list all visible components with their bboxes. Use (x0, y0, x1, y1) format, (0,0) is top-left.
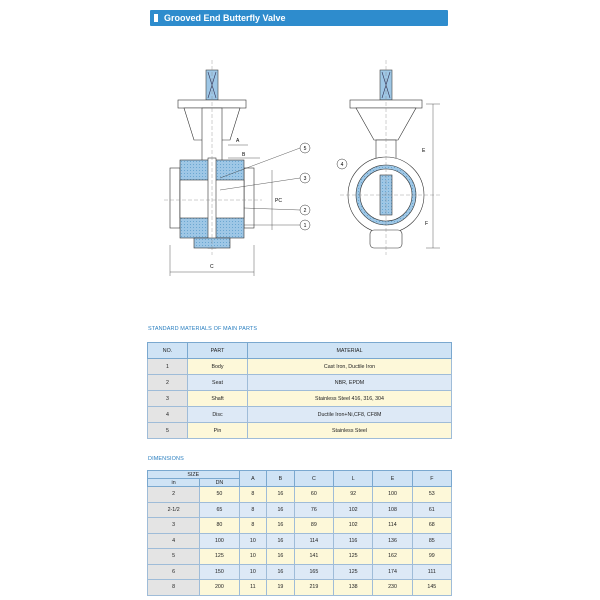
table-cell: 116 (334, 533, 373, 549)
table-cell: 100 (200, 533, 239, 549)
table-cell: 16 (267, 564, 295, 580)
table-cell: 10 (239, 549, 267, 565)
table-cell: 2 (148, 487, 200, 503)
cell-part: Body (188, 359, 248, 375)
col-c: C (294, 471, 333, 487)
svg-text:2: 2 (303, 208, 307, 214)
cell-no: 2 (148, 375, 188, 391)
cell-part: Pin (188, 423, 248, 439)
table-cell: 8 (148, 580, 200, 596)
table-cell: 80 (200, 518, 239, 534)
table-cell: 230 (373, 580, 412, 596)
table-cell: 85 (412, 533, 451, 549)
table-cell: 65 (200, 502, 239, 518)
table-row (148, 580, 452, 596)
callout-2 (300, 205, 310, 215)
table-cell: 125 (334, 564, 373, 580)
col-dn: DN (200, 479, 239, 487)
table-cell: 16 (267, 487, 295, 503)
table-cell: 16 (267, 518, 295, 534)
cell-material: NBR, EPDM (248, 375, 452, 391)
svg-text:3: 3 (303, 176, 307, 182)
table-cell: 108 (373, 502, 412, 518)
table-cell: 99 (412, 549, 451, 565)
table-cell: 150 (200, 564, 239, 580)
table-cell: 8 (239, 487, 267, 503)
svg-text:1: 1 (303, 223, 307, 229)
table-cell: 89 (294, 518, 333, 534)
table-cell: 136 (373, 533, 412, 549)
table-cell: 92 (334, 487, 373, 503)
table-cell: 8 (239, 502, 267, 518)
cell-part: Seat (188, 375, 248, 391)
table-cell: 141 (294, 549, 333, 565)
table-cell: 174 (373, 564, 412, 580)
cell-material: Stainless Steel (248, 423, 452, 439)
table-cell: 68 (412, 518, 451, 534)
cell-material: Stainless Steel 416, 316, 304 (248, 391, 452, 407)
table-row (148, 518, 452, 534)
table-cell: 162 (373, 549, 412, 565)
table-cell: 50 (200, 487, 239, 503)
table-cell: 16 (267, 533, 295, 549)
cell-material: Cast Iron, Ductile Iron (248, 359, 452, 375)
dim-label-b: B (242, 152, 246, 158)
table-cell: 102 (334, 502, 373, 518)
table-row (148, 502, 452, 518)
table-cell: 8 (239, 518, 267, 534)
callout-1 (300, 220, 310, 230)
table-cell: 102 (334, 518, 373, 534)
table-cell: 114 (373, 518, 412, 534)
col-e: E (373, 471, 412, 487)
col-l: L (334, 471, 373, 487)
col-no: NO. (148, 343, 188, 359)
cell-part: Disc (188, 407, 248, 423)
callout-3 (300, 173, 310, 183)
table-row (148, 375, 452, 391)
table-row (148, 549, 452, 565)
table-cell: 6 (148, 564, 200, 580)
col-part: PART (188, 343, 248, 359)
table-cell: 16 (267, 502, 295, 518)
cell-part: Shaft (188, 391, 248, 407)
callout-4 (337, 159, 347, 169)
col-size: SIZE (148, 471, 240, 479)
col-f: F (412, 471, 451, 487)
col-a: A (239, 471, 267, 487)
front-section-view (164, 60, 300, 276)
dim-label-c: C (210, 264, 214, 270)
cell-no: 3 (148, 391, 188, 407)
dim-label-pc: PC (275, 198, 282, 204)
table-row (148, 391, 452, 407)
table-row (148, 487, 452, 503)
cell-no: 5 (148, 423, 188, 439)
page-title: Grooved End Butterfly Valve (164, 13, 286, 23)
dimensions-heading: DIMENSIONS (148, 456, 184, 462)
table-cell: 4 (148, 533, 200, 549)
table-row (148, 359, 452, 375)
valve-drawing (150, 40, 450, 280)
table-row (148, 423, 452, 439)
table-cell: 114 (294, 533, 333, 549)
title-marker (154, 14, 158, 22)
table-cell: 125 (200, 549, 239, 565)
table-cell: 125 (334, 549, 373, 565)
materials-table (147, 342, 452, 439)
table-cell: 200 (200, 580, 239, 596)
table-cell: 19 (267, 580, 295, 596)
table-row (148, 407, 452, 423)
svg-text:4: 4 (340, 162, 344, 168)
table-row (148, 533, 452, 549)
dim-label-a: A (236, 138, 240, 144)
table-cell: 61 (412, 502, 451, 518)
table-cell: 111 (412, 564, 451, 580)
table-cell: 2-1/2 (148, 502, 200, 518)
table-cell: 219 (294, 580, 333, 596)
col-b: B (267, 471, 295, 487)
table-cell: 10 (239, 533, 267, 549)
col-material: MATERIAL (248, 343, 452, 359)
table-cell: 138 (334, 580, 373, 596)
table-cell: 16 (267, 549, 295, 565)
table-cell: 10 (239, 564, 267, 580)
table-cell: 3 (148, 518, 200, 534)
dimensions-table (147, 470, 452, 596)
cell-no: 4 (148, 407, 188, 423)
dim-label-f: F (425, 221, 429, 227)
table-cell: 11 (239, 580, 267, 596)
callout-5 (300, 143, 310, 153)
table-cell: 100 (373, 487, 412, 503)
materials-heading: STANDARD MATERIALS OF MAIN PARTS (148, 326, 258, 332)
col-in: in (148, 479, 200, 487)
cell-material: Ductile Iron+Ni,CF8, CF8M (248, 407, 452, 423)
table-cell: 76 (294, 502, 333, 518)
dim-label-e: E (422, 148, 426, 154)
table-cell: 60 (294, 487, 333, 503)
table-cell: 145 (412, 580, 451, 596)
table-cell: 53 (412, 487, 451, 503)
table-cell: 5 (148, 549, 200, 565)
svg-text:5: 5 (303, 146, 307, 152)
table-row (148, 564, 452, 580)
page-title-bar (150, 10, 448, 26)
cell-no: 1 (148, 359, 188, 375)
table-cell: 165 (294, 564, 333, 580)
